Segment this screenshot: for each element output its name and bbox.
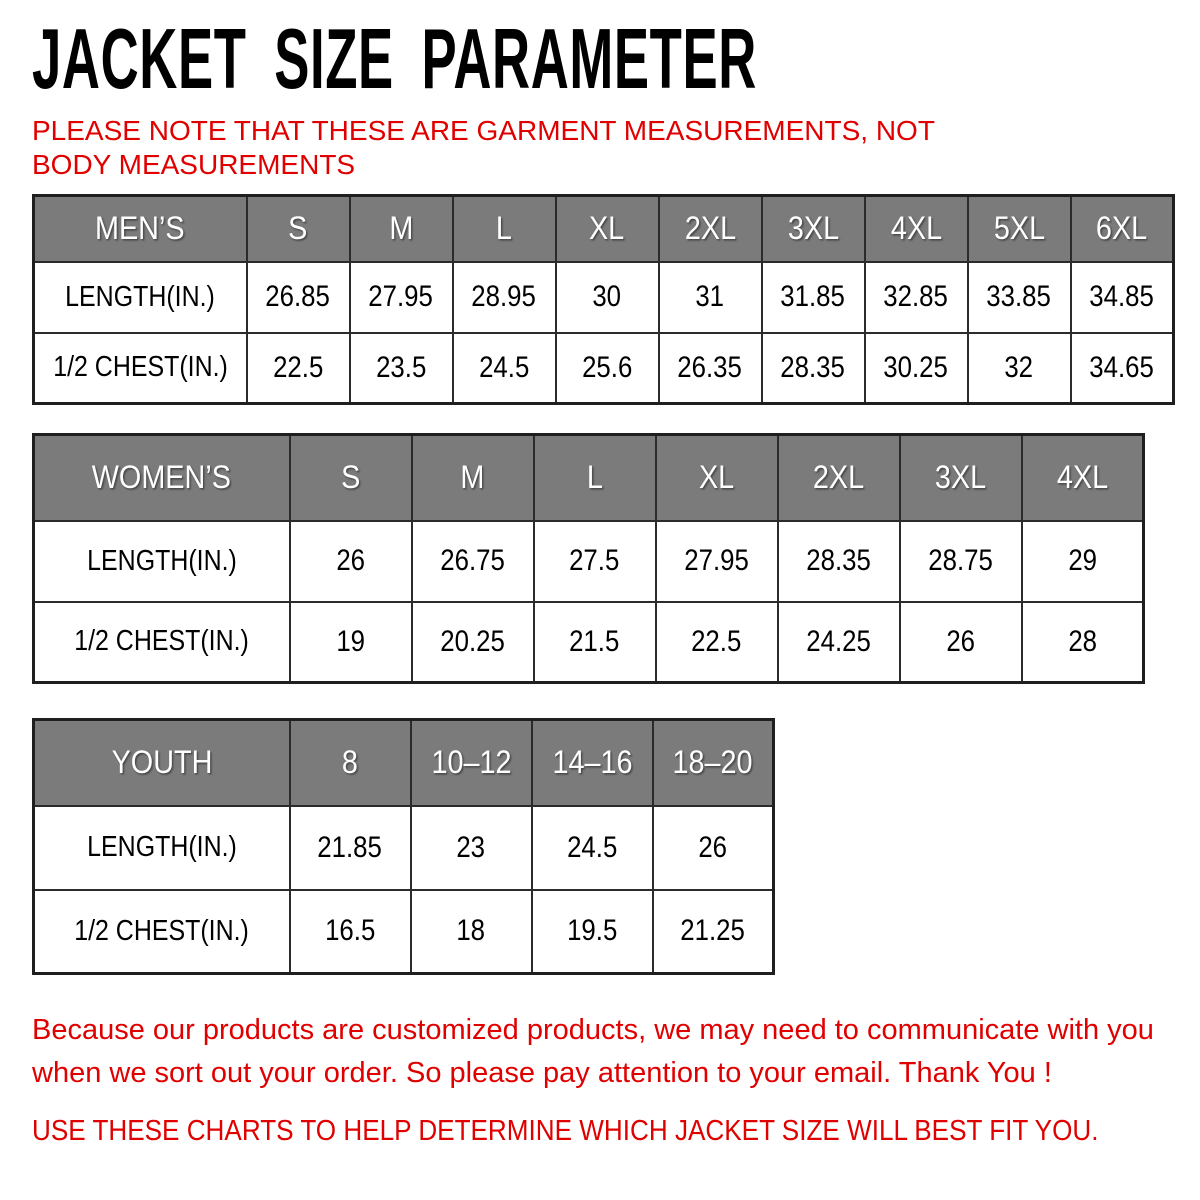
mens-half-chest-row (34, 333, 1174, 404)
youth-row-label-text: 1/2 CHEST(IN.) (74, 914, 250, 947)
mens-measurement-cell (968, 333, 1071, 404)
womens-measurement-cell (900, 521, 1022, 602)
womens-measurement-value: 22.5 (691, 624, 742, 658)
womens-row-label (34, 521, 290, 602)
womens-measurement-cell (290, 521, 412, 602)
youth-measurement-cell (532, 890, 653, 974)
usage-instruction (32, 1111, 1200, 1151)
mens-size-column-header (762, 196, 865, 262)
mens-header-label: S (288, 210, 308, 247)
womens-measurement-cell (656, 521, 778, 602)
womens-header-label: L (586, 459, 603, 496)
womens-size-table (32, 433, 1145, 684)
mens-measurement-value: 32 (1004, 350, 1034, 384)
mens-measurement-cell (968, 262, 1071, 333)
youth-header-label: YOUTH (111, 744, 213, 781)
womens-measurement-cell (290, 602, 412, 683)
mens-measurement-value: 23.5 (375, 350, 427, 384)
mens-measurement-cell (659, 333, 762, 404)
womens-row-label-text: LENGTH(IN.) (86, 544, 237, 577)
womens-header-label: WOMEN’S (92, 459, 232, 496)
youth-measurement-value: 21.25 (680, 914, 746, 948)
mens-row-label-text: 1/2 CHEST(IN.) (52, 351, 228, 384)
womens-row-label (34, 602, 290, 683)
youth-measurement-cell (411, 806, 532, 890)
youth-row-label-text: LENGTH(IN.) (86, 831, 237, 863)
womens-measurement-value: 28.75 (928, 544, 993, 577)
womens-table-title (34, 435, 290, 521)
mens-header-row (34, 196, 1174, 262)
youth-measurement-cell (653, 806, 774, 890)
youth-header-row (34, 720, 774, 806)
mens-measurement-value: 25.6 (581, 350, 633, 384)
womens-measurement-cell (656, 602, 778, 683)
mens-size-table (32, 194, 1175, 405)
youth-size-column-header (653, 720, 774, 806)
mens-measurement-value: 31 (695, 280, 725, 313)
youth-measurement-value: 21.85 (317, 830, 383, 864)
youth-measurement-value: 23 (456, 830, 486, 864)
womens-measurement-value: 26.75 (440, 544, 505, 577)
mens-measurement-cell (453, 262, 556, 333)
womens-half-chest-row (34, 602, 1144, 683)
mens-measurement-value: 28.95 (471, 280, 537, 313)
womens-size-column-header (1022, 435, 1144, 521)
mens-size-column-header (865, 196, 968, 262)
mens-header-label: 6XL (1096, 210, 1148, 247)
youth-measurement-cell (532, 806, 653, 890)
womens-measurement-value: 28 (1067, 624, 1097, 658)
youth-measurement-cell (290, 806, 411, 890)
youth-measurement-value: 26 (698, 830, 728, 864)
mens-measurement-value: 32.85 (883, 280, 949, 313)
customization-notice-line2: when we sort out your order. So please pay attention to your email. Thank You ! (32, 1057, 1052, 1089)
mens-measurement-value: 24.5 (478, 350, 530, 384)
mens-measurement-cell (659, 262, 762, 333)
youth-length-row (34, 806, 774, 890)
mens-measurement-cell (1071, 333, 1174, 404)
usage-instruction-text: USE THESE CHARTS TO HELP DETERMINE WHICH JACKET SIZE WILL BEST FIT YOU. (32, 1115, 1099, 1147)
mens-measurement-value: 28.35 (780, 350, 846, 384)
mens-measurement-value: 26.35 (677, 350, 743, 384)
customization-notice-line1: Because our products are customized products, we may need to communicate with you (32, 1014, 1154, 1046)
mens-header-label: MEN’S (95, 210, 186, 247)
womens-measurement-value: 28.35 (806, 544, 871, 577)
mens-measurement-cell (556, 262, 659, 333)
womens-header-label: S (340, 459, 361, 496)
womens-measurement-cell (534, 521, 656, 602)
youth-header-label: 8 (341, 744, 359, 781)
youth-half-chest-row (34, 890, 774, 974)
womens-measurement-cell (1022, 602, 1144, 683)
youth-measurement-cell (411, 890, 532, 974)
womens-measurement-value: 29 (1067, 544, 1097, 577)
mens-measurement-value: 33.85 (986, 280, 1052, 313)
mens-measurement-value: 34.85 (1089, 280, 1155, 313)
mens-row-label (34, 262, 247, 333)
mens-header-label: XL (589, 210, 625, 247)
womens-header-label: 4XL (1056, 459, 1108, 496)
youth-row-label (34, 890, 290, 974)
mens-size-column-header (453, 196, 556, 262)
womens-measurement-value: 26 (946, 624, 975, 658)
womens-size-column-header (534, 435, 656, 521)
womens-measurement-cell (778, 602, 900, 683)
womens-row-label-text: 1/2 CHEST(IN.) (74, 625, 250, 658)
youth-measurement-value: 16.5 (324, 914, 376, 948)
mens-table-title (34, 196, 247, 262)
womens-measurement-value: 27.5 (569, 544, 620, 577)
mens-measurement-cell (350, 262, 453, 333)
womens-measurement-value: 24.25 (806, 624, 871, 658)
mens-header-label: 2XL (684, 210, 736, 247)
womens-header-label: XL (698, 459, 735, 496)
youth-size-column-header (411, 720, 532, 806)
womens-size-column-header (290, 435, 412, 521)
mens-measurement-cell (350, 333, 453, 404)
mens-header-label: 3XL (787, 210, 839, 247)
womens-header-label: 2XL (812, 459, 865, 496)
womens-length-row (34, 521, 1144, 602)
size-tables-container (32, 194, 1200, 975)
womens-size-column-header (778, 435, 900, 521)
youth-measurement-value: 18 (456, 914, 486, 948)
mens-size-column-header (1071, 196, 1174, 262)
mens-measurement-cell (865, 262, 968, 333)
youth-size-table (32, 718, 775, 975)
mens-size-column-header (247, 196, 350, 262)
mens-measurement-value: 22.5 (272, 350, 324, 384)
youth-measurement-cell (653, 890, 774, 974)
womens-measurement-cell (900, 602, 1022, 683)
youth-measurement-cell (290, 890, 411, 974)
mens-header-label: L (495, 210, 513, 247)
womens-header-label: M (460, 459, 485, 496)
youth-measurement-value: 24.5 (566, 830, 618, 864)
womens-header-row (34, 435, 1144, 521)
mens-measurement-cell (453, 333, 556, 404)
page-title (32, 12, 1200, 107)
womens-measurement-value: 21.5 (569, 624, 620, 658)
mens-measurement-cell (247, 333, 350, 404)
youth-size-column-header (532, 720, 653, 806)
womens-measurement-cell (412, 602, 534, 683)
womens-size-column-header (900, 435, 1022, 521)
mens-size-column-header (659, 196, 762, 262)
womens-header-label: 3XL (934, 459, 987, 496)
youth-size-column-header (290, 720, 411, 806)
mens-measurement-value: 30 (592, 280, 622, 313)
womens-measurement-value: 26 (336, 544, 365, 577)
womens-measurement-cell (534, 602, 656, 683)
youth-row-label (34, 806, 290, 890)
mens-size-column-header (350, 196, 453, 262)
mens-measurement-cell (762, 262, 865, 333)
mens-measurement-cell (865, 333, 968, 404)
mens-row-label-text: LENGTH(IN.) (65, 280, 216, 313)
mens-size-column-header (968, 196, 1071, 262)
mens-measurement-value: 31.85 (780, 280, 846, 313)
womens-measurement-value: 20.25 (440, 624, 505, 658)
youth-header-label: 18–20 (672, 744, 753, 781)
garment-measurement-note: PLEASE NOTE THAT THESE ARE GARMENT MEASUREMENTS, NOT BODY MEASUREMENTS (32, 115, 935, 180)
womens-measurement-cell (778, 521, 900, 602)
mens-measurement-cell (556, 333, 659, 404)
mens-measurement-cell (1071, 262, 1174, 333)
customization-notice (32, 1009, 1200, 1095)
mens-header-label: 4XL (890, 210, 942, 247)
womens-measurement-cell (1022, 521, 1144, 602)
mens-measurement-cell (762, 333, 865, 404)
mens-measurement-value: 30.25 (883, 350, 949, 384)
mens-measurement-value: 27.95 (368, 280, 434, 313)
womens-measurement-value: 19 (336, 624, 365, 658)
womens-measurement-cell (412, 521, 534, 602)
womens-size-column-header (412, 435, 534, 521)
womens-size-column-header (656, 435, 778, 521)
mens-measurement-value: 26.85 (265, 280, 331, 313)
mens-length-row (34, 262, 1174, 333)
youth-measurement-value: 19.5 (566, 914, 618, 948)
mens-row-label (34, 333, 247, 404)
youth-header-label: 10–12 (430, 744, 512, 781)
womens-measurement-value: 27.95 (684, 544, 749, 577)
mens-header-label: 5XL (993, 210, 1045, 247)
mens-measurement-cell (247, 262, 350, 333)
mens-header-label: M (389, 210, 413, 247)
youth-table-title (34, 720, 290, 806)
page-title-text: JACKET SIZE PARAMETER (32, 12, 757, 107)
mens-size-column-header (556, 196, 659, 262)
youth-header-label: 14–16 (551, 744, 633, 781)
mens-measurement-value: 34.65 (1089, 350, 1155, 384)
